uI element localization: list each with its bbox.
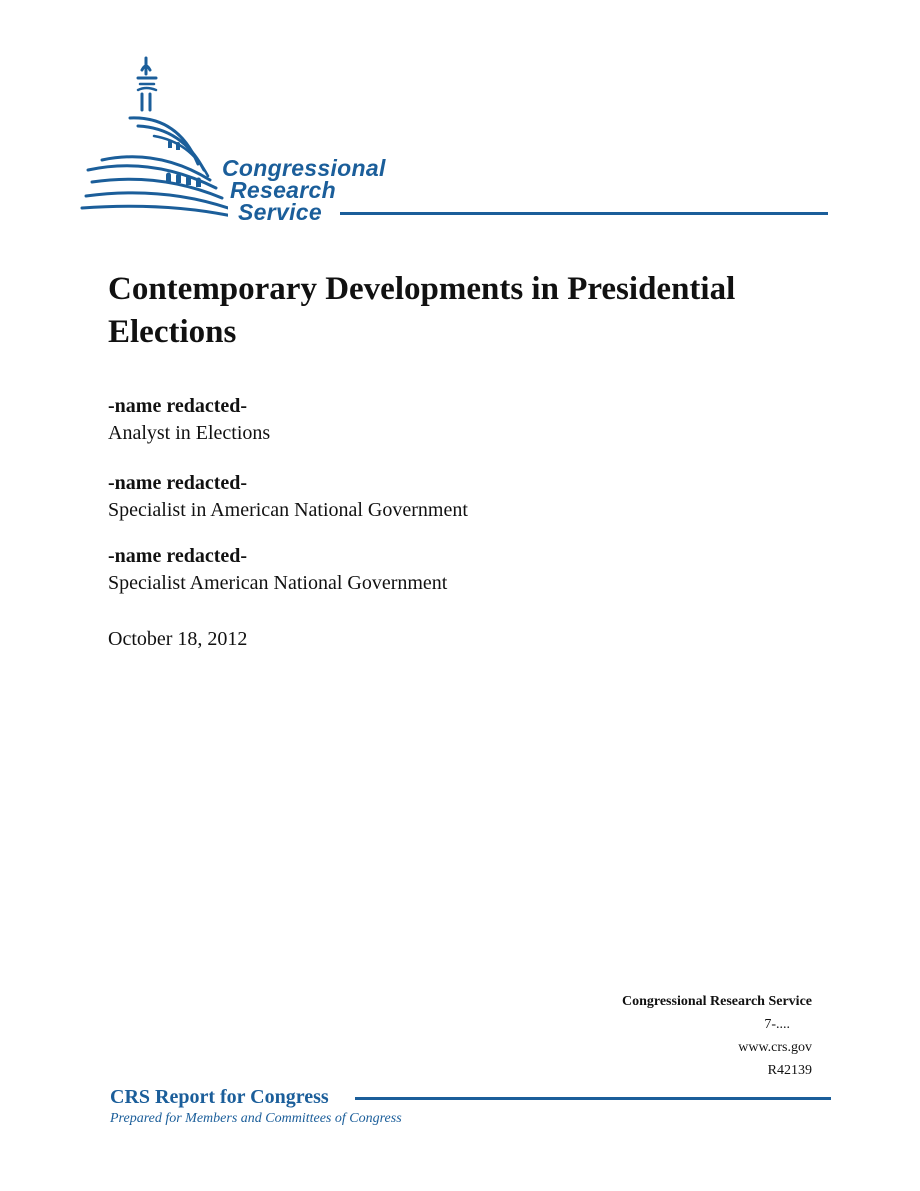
publication-date: October 18, 2012 (108, 628, 248, 650)
footer-rule (355, 1097, 831, 1100)
crs-phone-number: 7-.... (764, 1017, 790, 1032)
crs-org-name: Congressional Research Service (621, 994, 812, 1009)
capitol-dome-icon (78, 52, 228, 224)
footer-subtitle: Prepared for Members and Committees of Congress (110, 1111, 402, 1126)
logo-text-line2: Research (230, 177, 336, 203)
author-1 (108, 393, 808, 447)
report-id: R42139 (767, 1063, 812, 1078)
logo-text-line1: Congressional (222, 155, 386, 181)
crs-url[interactable]: www.crs.gov (738, 1040, 812, 1055)
crs-info-block (622, 990, 812, 1082)
logo-rule (340, 212, 828, 215)
document-title: Contemporary Developments in Presidential Elections (108, 271, 736, 350)
crs-logo (78, 52, 838, 224)
author-role: Specialist in American National Government (108, 499, 468, 521)
author-name: -name redacted- (108, 545, 248, 567)
author-name: -name redacted- (108, 395, 248, 417)
author-role: Analyst in Elections (108, 422, 271, 444)
footer-title: CRS Report for Congress (110, 1086, 329, 1108)
author-2 (108, 470, 808, 524)
logo-text-line3: Service (238, 199, 322, 225)
author-name: -name redacted- (108, 472, 248, 494)
author-role: Specialist American National Government (108, 572, 448, 594)
author-3 (108, 543, 808, 597)
